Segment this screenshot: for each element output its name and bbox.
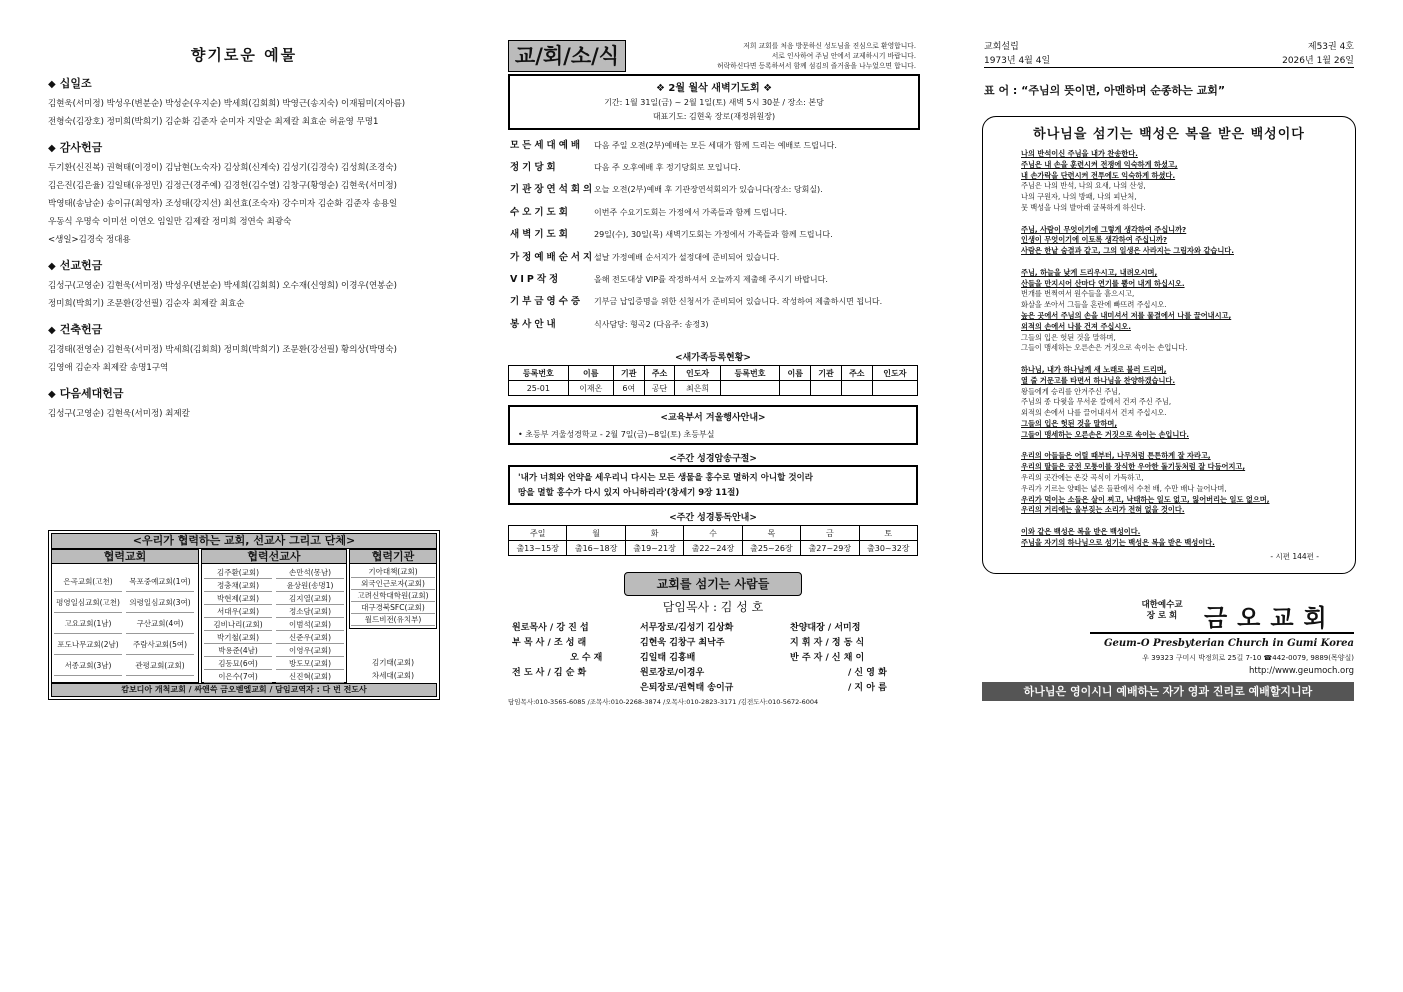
notice-text: 설날 가정예배 순서지가 설정대에 준비되어 있습니다. bbox=[594, 253, 780, 262]
serving-people-banner: 교회를 섬기는 사람들 bbox=[624, 572, 802, 596]
psalm-line: 인생이 무엇이기에 이토록 생각하여 주십니까? bbox=[1021, 235, 1168, 245]
newcomer-header: 인도자 bbox=[675, 366, 720, 381]
coop-cell: 은곡교회(고천) bbox=[54, 572, 122, 592]
greeting-line: 허락하신다면 등록하셔서 함께 섬김의 즐거움을 나누었으면 합니다. bbox=[717, 62, 916, 70]
church-address: 우 39323 구미시 박정희로 25길 7-10 ☎442-0079, 9889(목양실) bbox=[1142, 654, 1354, 662]
name-underline bbox=[1090, 632, 1354, 634]
coop-cell: 의령일심교회(3여) bbox=[126, 593, 194, 613]
notice-label: 가정예배순서지 bbox=[510, 252, 596, 263]
staff-entry: / 지 아 름 bbox=[848, 683, 887, 693]
offering-line: 정미희(박희기) 조문환(강선필) 김순자 최제칼 최효순 bbox=[48, 299, 245, 309]
coop-cell: 서대우(교회) bbox=[204, 606, 272, 618]
diamond-icon: ◆ bbox=[48, 261, 56, 272]
offering-line: 우동식 우명숙 이미선 이연오 임일만 김제칼 정미희 정연숙 최광숙 bbox=[48, 217, 292, 227]
notice-item bbox=[510, 249, 920, 269]
event-period: 기간: 1월 31일(금) ~ 2월 1일(토) 새벽 5시 30분 / 장소: 본당 bbox=[604, 98, 824, 107]
offering-line: 두기환(신진복) 권혁태(이경이) 김남현(노숙자) 김상희(신계숙) 김성기(김경숙) 김성희(조경숙) bbox=[48, 163, 397, 173]
notice-label: 수오기도회 bbox=[510, 207, 571, 218]
newcomer-header: 등록번호 bbox=[509, 366, 569, 381]
notice-item bbox=[510, 159, 920, 179]
partner-orgs-head: 협력기관 bbox=[350, 550, 436, 564]
psalm-reference: - 시편 144편 - bbox=[1270, 552, 1319, 561]
diamond-icon: ◆ bbox=[48, 79, 56, 90]
staff-entry: 원로장로/이경우 bbox=[640, 668, 705, 678]
coop-extra: 차세대(교회) bbox=[371, 671, 415, 680]
notice-item bbox=[510, 271, 920, 291]
reading-day: 월 bbox=[567, 526, 625, 541]
psalm-line: 주님은 나의 반석, 나의 요새, 나의 산성, bbox=[1021, 181, 1146, 191]
psalm-title: 하나님을 섬기는 백성은 복을 받은 백성이다 bbox=[1033, 127, 1305, 142]
newcomer-cell bbox=[811, 381, 842, 396]
newcomer-header: 주소 bbox=[644, 366, 675, 381]
coop-cell: 이은수(7여) bbox=[204, 671, 272, 683]
newcomers-title: <새가족등록현황> bbox=[675, 353, 751, 363]
memory-verse-line: '내가 너희와 언약을 세우리니 다시는 모든 생물을 홍수로 멸하지 아니할 것이라 bbox=[518, 473, 813, 483]
newcomer-header: 등록번호 bbox=[720, 366, 780, 381]
newcomer-header: 이름 bbox=[568, 366, 613, 381]
memory-verse-line: 땅을 멸할 홍수가 다시 있지 아니하리라'(창세기 9장 11절) bbox=[518, 488, 740, 498]
notice-text: 기부금 납입증명을 위한 신청서가 준비되어 있습니다. 작성하여 제출하시면 됩니다. bbox=[594, 297, 883, 306]
offering-line: 김경태(전영순) 김현욱(서미정) 박세희(김회희) 정미희(박희기) 조문환(강선필) 황의상(박명숙) bbox=[48, 345, 397, 355]
reading-day: 목 bbox=[742, 526, 800, 541]
notice-label: 모든세대예배 bbox=[510, 140, 584, 151]
newcomer-cell: 공단 bbox=[644, 381, 675, 396]
partner-missionaries bbox=[201, 549, 347, 683]
coop-cell: 월드비전(유치부) bbox=[351, 615, 435, 626]
staff-entry: / 신 영 화 bbox=[848, 668, 887, 678]
psalm-box bbox=[982, 116, 1356, 574]
newcomers-table bbox=[508, 365, 918, 396]
founding-info bbox=[984, 40, 1050, 68]
welcome-greeting bbox=[628, 41, 916, 71]
offering-line: 전형숙(김장호) 정미희(박희기) 김순화 김준자 순미자 지말순 최제칼 최효순 허윤영 무명1 bbox=[48, 117, 379, 127]
reading-chapters: 출27~29장 bbox=[801, 541, 859, 556]
reading-guide-title: <주간 성경통독안내> bbox=[669, 513, 757, 523]
notice-text: 다음 주 오후예배 후 정기당회로 모입니다. bbox=[594, 163, 741, 172]
coop-cell: 관평교회(교회) bbox=[126, 656, 194, 676]
coop-cell: 서종교회(3남) bbox=[54, 656, 122, 676]
event-title: ❖ 2월 월삭 새벽기도회 ❖ bbox=[655, 83, 773, 94]
offering-heading: 선교헌금 bbox=[59, 259, 103, 272]
coop-cell: 목포중예교회(1여) bbox=[126, 572, 194, 592]
psalm-line: 화살을 쏘아서 그들을 혼란에 빠뜨려 주십시오. bbox=[1021, 300, 1167, 310]
coop-cell: 평영일심교회(고천) bbox=[54, 593, 122, 613]
staff-phones: 담임목사:010-3565-6085 /조목사:010-2268-3874 /오목사:010-2823-3171 /김전도사:010-5672-6004 bbox=[508, 698, 819, 706]
staff-entry: 원로목사 / 강 진 섭 bbox=[512, 623, 589, 633]
offering-line: 김성구(고영순) 김현욱(서미정) 최제칼 bbox=[48, 409, 190, 419]
newcomer-cell bbox=[841, 381, 872, 396]
staff-entry: 은퇴장로/권혁태 송이규 bbox=[640, 683, 734, 693]
reading-chapters: 출22~24장 bbox=[684, 541, 742, 556]
header-divider bbox=[984, 67, 1354, 68]
partner-churches-head: 협력교회 bbox=[52, 550, 198, 564]
staff-entry: 반 주 자 / 신 채 이 bbox=[790, 653, 865, 663]
staff-entry: 서무장로/김성기 김상화 bbox=[640, 623, 734, 633]
education-box bbox=[508, 405, 918, 445]
coop-cell: 박현제(교회) bbox=[204, 593, 272, 605]
psalm-line: 열 줄 거문고를 타면서 하나님을 찬양하겠습니다. bbox=[1021, 375, 1176, 385]
reading-day: 화 bbox=[625, 526, 683, 541]
event-box bbox=[508, 74, 920, 130]
memory-verse-box bbox=[508, 465, 918, 505]
psalm-line: 그들의 입은 헛된 것을 말하며, bbox=[1021, 419, 1118, 428]
psalm-line: 나의 구원자, 나의 방패, 나의 피난처, bbox=[1021, 192, 1137, 202]
newcomer-cell: 25-01 bbox=[509, 381, 569, 396]
offering-tithe bbox=[48, 75, 440, 131]
offering-next-generation bbox=[48, 385, 440, 423]
education-item: • 초등부 겨울성경학교 - 2월 7일(금)~8일(토) 초등부실 bbox=[518, 430, 715, 439]
reading-day: 금 bbox=[801, 526, 859, 541]
reading-day: 주일 bbox=[509, 526, 567, 541]
coop-cell: 고요교회(1남) bbox=[54, 614, 122, 634]
coop-cell: 대구경북SFC(교회) bbox=[351, 603, 435, 614]
coop-cell: 김지열(교회) bbox=[276, 593, 344, 605]
staff-entry: 전 도 사 / 김 순 화 bbox=[512, 668, 587, 678]
coop-cell: 정소담(교회) bbox=[276, 606, 344, 618]
notice-label: 정기당회 bbox=[510, 162, 559, 173]
psalm-line: 우리의 곳간에는 온갖 곡식이 가득하고, bbox=[1021, 473, 1144, 482]
coop-cell: 신준우(교회) bbox=[276, 632, 344, 644]
education-title: <교육부서 겨울행사안내> bbox=[660, 413, 766, 423]
diamond-icon: ◆ bbox=[48, 143, 56, 154]
coop-cell: 김주환(교회) bbox=[204, 567, 272, 579]
psalm-line: 우리의 딸들은 궁전 모퉁이를 장식한 우아한 돌기둥처럼 잘 다듬어지고, bbox=[1021, 462, 1246, 472]
notice-label: 새벽기도회 bbox=[510, 229, 571, 240]
cooperation-footer: 캄보디아 개척교회 / 싸앤쓱 금오벧엘교회 / 담임교역자 : 다 번 전도사 bbox=[51, 683, 437, 697]
reading-day: 수 bbox=[684, 526, 742, 541]
notice-item bbox=[510, 293, 920, 313]
coop-cell: 이영우(교회) bbox=[276, 645, 344, 657]
scripture-banner: 하나님은 영이시니 예배하는 자가 영과 진리로 예배할지니라 bbox=[982, 682, 1354, 701]
newcomer-cell: 6여 bbox=[613, 381, 644, 396]
coop-cell: 신진혁(교회) bbox=[276, 671, 344, 683]
reading-chapters: 출30~32장 bbox=[859, 541, 917, 556]
notice-label: VIP작정 bbox=[510, 274, 562, 285]
notice-text: 식사담당: 형곡2 (다음주: 송정3) bbox=[594, 320, 709, 329]
psalm-line: 산들을 만지시어 산마다 연기를 뿜어 내게 하십시오. bbox=[1021, 278, 1185, 288]
staff-entry: 찬양대장 / 서미정 bbox=[790, 623, 861, 633]
psalm-line: 주님, 사람이 무엇이기에 그렇게 생각하여 주십니까? bbox=[1021, 224, 1187, 234]
psalm-line: 번개를 번쩍여서 원수들을 흩으시고, bbox=[1021, 289, 1135, 299]
diamond-icon: ◆ bbox=[48, 325, 56, 336]
event-prayer: 대표기도: 김현욱 장로(재정위원장) bbox=[652, 112, 776, 121]
staff-entry: 부 목 사 / 조 성 래 bbox=[512, 638, 587, 648]
issue-info bbox=[1230, 40, 1354, 68]
partner-missionaries-head: 협력선교사 bbox=[202, 550, 346, 564]
notice-text: 다음 주일 오전(2부)예배는 모든 세대가 함께 드리는 예배로 드립니다. bbox=[594, 141, 837, 150]
coop-cell: 김비나리(교회) bbox=[204, 619, 272, 631]
notice-label: 기부금영수증 bbox=[510, 296, 584, 307]
coop-cell: 박용준(4남) bbox=[204, 645, 272, 657]
newcomer-cell bbox=[872, 381, 917, 396]
founded-date: 1973년 4월 4일 bbox=[984, 56, 1051, 66]
notice-text: 올해 전도대상 VIP를 작정하셔서 오늘까지 제출해 주시기 바랍니다. bbox=[594, 275, 828, 284]
coop-extra: 김기태(교회) bbox=[371, 658, 415, 667]
psalm-line: 주님을 자기의 하나님으로 섬기는 백성은 복을 받은 백성이다. bbox=[1021, 537, 1215, 547]
offering-building bbox=[48, 321, 440, 377]
psalm-line: 높은 곳에서 주님의 손을 내미셔서 저를 물결에서 나를 끌어내시고, bbox=[1021, 311, 1232, 320]
reading-guide-table bbox=[508, 525, 918, 556]
coop-cell: 김동묘(6여) bbox=[204, 658, 272, 670]
coop-cell: 손만석(몽남) bbox=[276, 567, 344, 579]
newcomer-header: 주소 bbox=[841, 366, 872, 381]
coop-cell: 외국인근로자(교회) bbox=[351, 579, 435, 590]
denomination-line: 장 로 회 bbox=[1146, 611, 1178, 621]
notice-text: 오늘 오전(2부)예배 후 기관장연석회의가 있습니다(장소: 당회실). bbox=[594, 185, 823, 194]
psalm-line: 외적의 손에서 나를 건져 주십시오. bbox=[1021, 321, 1131, 331]
psalm-line: 우리의 아들들은 어릴 때부터, 나무처럼 튼튼하게 잘 자라고, bbox=[1021, 451, 1211, 461]
coop-cell: 이범석(교회) bbox=[276, 619, 344, 631]
newcomer-header: 이름 bbox=[780, 366, 811, 381]
notice-item bbox=[510, 226, 920, 246]
offering-line: 김영애 김순자 최제칼 송명1구역 bbox=[48, 363, 169, 373]
psalm-line: 뭇 백성을 나의 발아래 굴복하게 하신다. bbox=[1021, 203, 1146, 212]
cooperation-title: <우리가 협력하는 교회, 선교사 그리고 단체> bbox=[51, 533, 437, 549]
coop-cell: 방도모(교회) bbox=[276, 658, 344, 670]
greeting-line: 서로 인사하여 주님 안에서 교제하시기 바랍니다. bbox=[771, 52, 916, 60]
psalm-line: 외적의 손에서 나를 끌어내셔서 건져 주십시오. bbox=[1021, 408, 1167, 418]
newcomer-cell: 이재온 bbox=[568, 381, 613, 396]
psalm-line: 주님의 종 다윗을 무서운 칼에서 건져 주신 주님, bbox=[1021, 397, 1172, 407]
church-motto: 표 어 : “주님의 뜻이면, 아멘하며 순종하는 교회” bbox=[984, 84, 1226, 97]
founded-label: 교회설립 bbox=[984, 42, 1019, 52]
offering-thanks bbox=[48, 139, 440, 249]
senior-pastor: 담임목사 : 김 성 호 bbox=[662, 600, 764, 614]
coop-cell: 구산교회(4여) bbox=[126, 614, 194, 634]
church-name: 금오교회 bbox=[1204, 603, 1337, 632]
church-news-banner: 교/회/소/식 bbox=[508, 40, 626, 72]
offerings-title: 향기로운 예물 bbox=[190, 46, 298, 64]
psalm-line: 우리가 먹이는 소들은 살이 찌고, 낙태하는 일도 없고, 잃어버리는 일도 없으며, bbox=[1021, 494, 1270, 504]
notice-item bbox=[510, 204, 920, 224]
coop-cell: 포도나무교회(2남) bbox=[54, 635, 122, 655]
reading-chapters: 출16~18장 bbox=[567, 541, 625, 556]
coop-cell: 윤상원(송명1) bbox=[276, 580, 344, 592]
psalm-line: 왕들에게 승리를 안겨주신 주님, bbox=[1021, 386, 1121, 396]
offering-line: 김은진(김은율) 김일태(유정민) 김정근(경주예) 김경헌(김수열) 김창구(황영순) 김현욱(서미정) bbox=[48, 181, 397, 191]
psalm-line: 그들이 맹세하는 오른손은 거짓으로 속이는 손입니다. bbox=[1021, 429, 1189, 439]
memory-verse-title: <주간 성경암송구절> bbox=[669, 454, 757, 464]
psalm-line: 내 손가락을 단련시켜 전투에도 익숙하게 하셨다. bbox=[1021, 170, 1176, 180]
cooperation-box bbox=[48, 530, 440, 700]
offering-heading: 십일조 bbox=[59, 77, 92, 90]
notice-item bbox=[510, 137, 920, 157]
offering-heading: 건축헌금 bbox=[59, 323, 103, 336]
psalm-line: 주님은 내 손을 훈련시켜 전쟁에 익숙하게 하셨고, bbox=[1021, 159, 1178, 169]
coop-cell: 박기철(교회) bbox=[204, 632, 272, 644]
psalm-line: 하나님, 내가 하나님께 새 노래로 불러 드리며, bbox=[1021, 365, 1167, 374]
offering-line: 김현욱(서미정) 박성우(변분순) 박성순(우지순) 박세희(김회희) 박영근(송지숙) 이재됨미(지아름) bbox=[48, 99, 406, 109]
coop-cell: 기아대책(교회) bbox=[351, 567, 435, 578]
psalm-line: 이와 같은 백성은 복을 받은 백성이다. bbox=[1021, 527, 1141, 536]
psalm-line: 나의 반석이신 주님을 내가 찬송한다. bbox=[1021, 149, 1138, 158]
newcomer-header: 기관 bbox=[811, 366, 842, 381]
notice-label: 봉사안내 bbox=[510, 319, 559, 330]
reading-chapters: 출13~15장 bbox=[509, 541, 567, 556]
diamond-icon: ◆ bbox=[48, 389, 56, 400]
newcomer-header: 인도자 bbox=[872, 366, 917, 381]
offerings-section bbox=[48, 40, 440, 423]
denomination bbox=[1132, 600, 1192, 622]
reading-chapters: 출25~26장 bbox=[742, 541, 800, 556]
notice-text: 이번주 수요기도회는 가정에서 가족들과 함께 드립니다. bbox=[594, 208, 787, 217]
offering-mission bbox=[48, 257, 440, 313]
offering-heading: 다음세대헌금 bbox=[59, 387, 124, 400]
partner-churches bbox=[51, 549, 199, 683]
psalm-line: 우리의 거리에는 울부짖는 소리가 전혀 없을 것이다. bbox=[1021, 505, 1185, 515]
staff-entry: 지 휘 자 / 정 동 식 bbox=[790, 638, 865, 648]
church-website[interactable]: http://www.geumoch.org bbox=[1248, 666, 1354, 676]
newcomer-header: 기관 bbox=[613, 366, 644, 381]
offering-line: 김성구(고영순) 김현욱(서미정) 박성우(변분순) 박세희(김회희) 오수재(신영희) 이경우(연봉순) bbox=[48, 281, 397, 291]
notice-item bbox=[510, 181, 920, 201]
notice-text: 29일(수), 30일(목) 새벽기도회는 가정에서 가족들과 함께 드립니다. bbox=[594, 230, 833, 239]
notice-item bbox=[510, 316, 920, 336]
issue-date: 2026년 1월 26일 bbox=[1282, 56, 1354, 66]
notice-label: 기관장연석회의 bbox=[510, 184, 596, 195]
greeting-line: 저희 교회를 처음 방문하신 성도님을 진심으로 환영합니다. bbox=[743, 42, 916, 50]
offering-line: 박영태(송남순) 송이규(최영자) 조성태(강지선) 최선효(조숙자) 강수미자 김순화 김준자 송용일 bbox=[48, 199, 398, 209]
newcomer-cell bbox=[720, 381, 780, 396]
psalm-line: 그들의 입은 헛된 것을 말하며, bbox=[1021, 332, 1116, 342]
newcomer-cell: 최은희 bbox=[675, 381, 720, 396]
partner-orgs bbox=[349, 549, 437, 629]
psalm-line: 사람은 한낱 숨결과 같고, 그의 일생은 사라지는 그림자와 같습니다. bbox=[1021, 246, 1234, 256]
reading-chapters: 출19~21장 bbox=[625, 541, 683, 556]
offering-line: <생일>김경숙 정대용 bbox=[48, 235, 131, 245]
psalm-line: 우리가 기르는 양떼는 넓은 들판에서 수천 배, 수만 배나 늘어나며, bbox=[1021, 483, 1227, 493]
staff-entry: 오 수 재 bbox=[570, 653, 603, 663]
church-english-name: Geum-O Presbyterian Church in Gumi Korea bbox=[1103, 638, 1354, 649]
reading-day: 토 bbox=[859, 526, 917, 541]
offering-heading: 감사헌금 bbox=[59, 141, 103, 154]
staff-entry: 김현욱 김창구 최낙주 bbox=[640, 638, 725, 648]
coop-cell: 고려신학대학원(교회) bbox=[351, 591, 435, 602]
volume-number: 제53권 4호 bbox=[1307, 42, 1354, 52]
psalm-line: 주님, 하늘을 낮게 드리우시고, 내려오시며, bbox=[1021, 267, 1158, 277]
denomination-line: 대한예수교 bbox=[1141, 600, 1183, 610]
staff-entry: 김일태 김홍배 bbox=[640, 653, 696, 663]
psalm-line: 그들이 맹세하는 오른손은 거짓으로 속이는 손입니다. bbox=[1021, 343, 1188, 353]
coop-cell: 정충채(교회) bbox=[204, 580, 272, 592]
newcomer-cell bbox=[780, 381, 811, 396]
coop-cell: 주람사교회(5여) bbox=[126, 635, 194, 655]
